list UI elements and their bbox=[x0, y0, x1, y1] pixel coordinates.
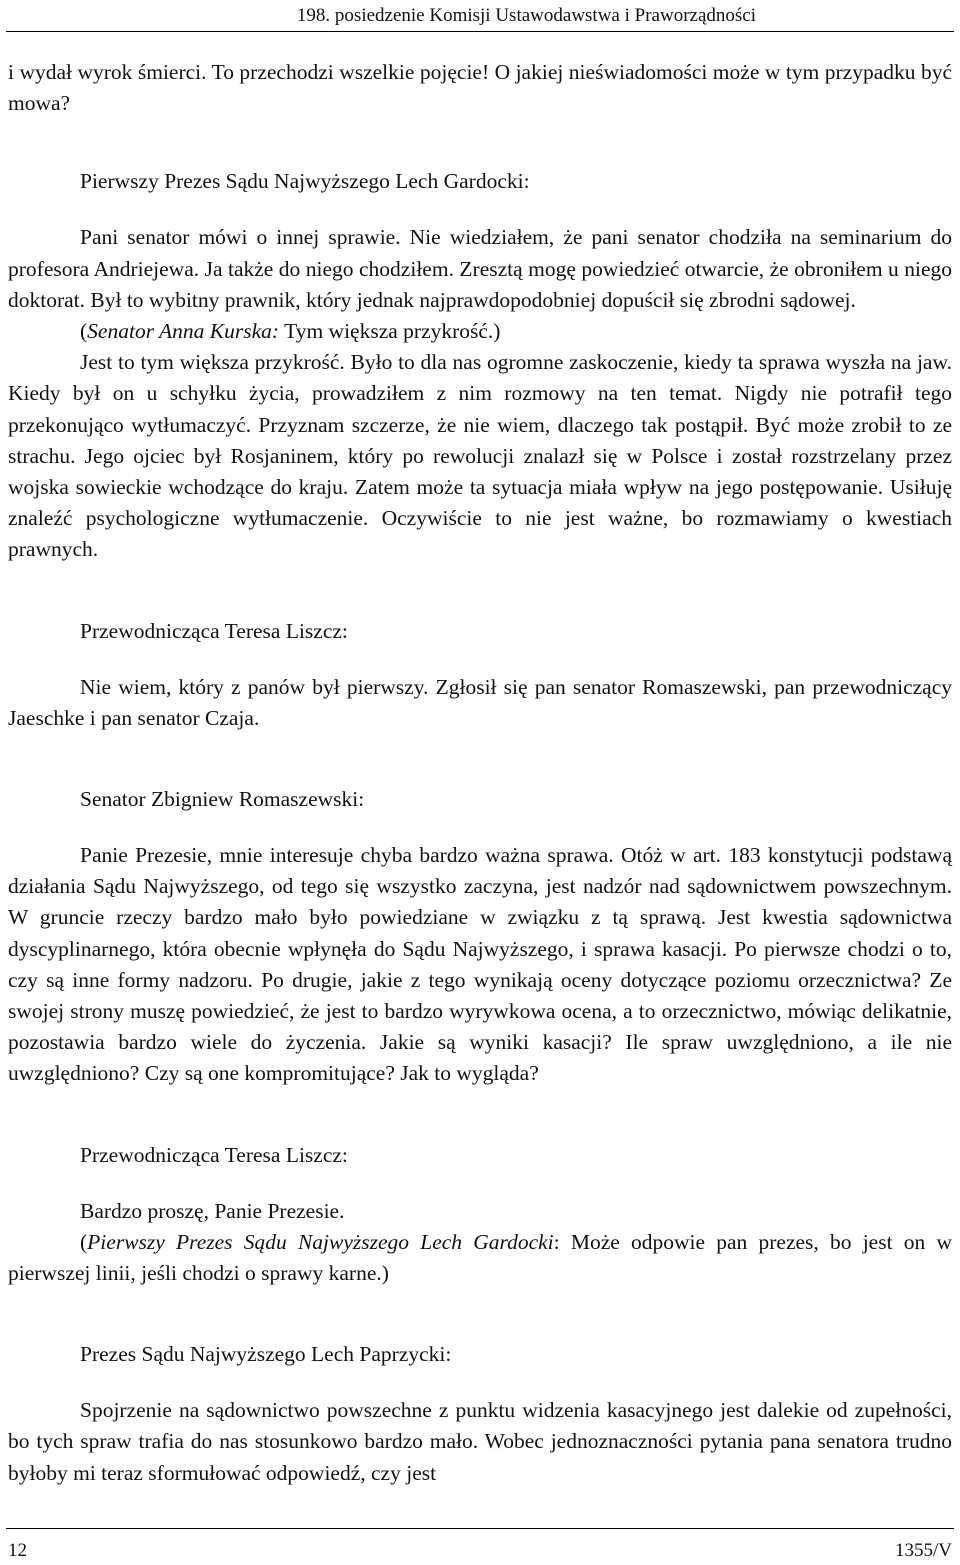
statement-paragraph: Jest to tym większa przykrość. Było to dla nas ogromne zaskoczenie, kiedy ta sprawa wyszła na jaw. Kiedy był on u schyłku życia, prowadziłem z nim rozmowy na ten temat. Nigdy nie potrafił tego przekonująco wytłumaczyć. Przyznam szczerze, że nie wiem, dlaczego tak postąpił. Być może zrobił to ze strachu. Jego ojciec był Rosjaninem, który po rewolucji znalazł się w Polsce i został rozstrzelany przez wojska sowieckie wchodzące do kraju. Zatem może ta sytuacja miała wpływ na jego postępowanie. Usiłuję znaleźć psychologiczne wytłumaczenie. Oczywiście to nie jest ważne, bo rozmawiamy o kwestiach prawnych. bbox=[8, 350, 952, 562]
interjection-paragraph bbox=[8, 1227, 952, 1289]
paragraph-continuation: i wydał wyrok śmierci. To przechodzi wszelkie pojęcie! O jakiej nieświadomości może w tym przypadku być mowa? bbox=[8, 60, 952, 116]
document-number: 1355/V bbox=[895, 1540, 952, 1561]
heading-spacer bbox=[8, 197, 952, 222]
interjection-paragraph bbox=[8, 316, 952, 347]
paragraph-spacer bbox=[8, 119, 952, 166]
speaker-heading: Przewodnicząca Teresa Liszcz: bbox=[80, 1142, 348, 1167]
statement-paragraph: Panie Prezesie, mnie interesuje chyba bardzo ważna sprawa. Otóż w art. 183 konstytucji podstawą działania Sądu Najwyższego, od tego się wszystko zaczyna, jest nadzór nad sądownictwem powszechnym. W gruncie rzeczy bardzo mało było powiedziane w związku z tą sprawą. Jest kwestia sądownictwa dyscyplinarnego, która obecnie wpłynęła do Sądu Najwyższego, i sprawa kasacji. Po pierwsze chodzi o to, czy są inne formy nadzoru. Po drugie, jakie z tego wynikają oceny dotyczące poziomu orzecznictwa? Ze swojej strony muszę powiedzieć, że jest to bardzo wyrywkowa ocena, a to orzecznictwo, mówiąc delikatnie, pozostawia bardzo wiele do życzenia. Jakie są wyniki kasacji? Ile spraw uwzględniono, a ile nie uwzględniono? Czy są one kompromitujące? Jak to wygląda? bbox=[8, 843, 952, 1086]
page-footer bbox=[0, 1528, 960, 1565]
interjection-text: : Może odpowie pan prezes, bo jest on w pierwszej linii, jeśli chodzi o sprawy karne.) bbox=[8, 1229, 952, 1286]
paragraph-spacer bbox=[8, 734, 952, 784]
interjection-speaker: Pierwszy Prezes Sądu Najwyższego Lech Gardocki bbox=[87, 1229, 554, 1254]
header-title: 198. posiedzenie Komisji Ustawodawstwa i Praworządności bbox=[296, 5, 756, 26]
speaker-heading: Przewodnicząca Teresa Liszcz: bbox=[80, 618, 348, 643]
interjection-open-paren: ( bbox=[80, 1229, 88, 1254]
statement-paragraph: Nie wiem, który z panów był pierwszy. Zgłosił się pan senator Romaszewski, pan przewodniczący Jaeschke i pan senator Czaja. bbox=[8, 674, 952, 730]
page-header bbox=[0, 0, 960, 34]
transcript-content bbox=[8, 57, 952, 1489]
statement-paragraph: Pani senator mówi o innej sprawie. Nie wiedziałem, że pani senator chodziła na seminarium do profesora Andriejewa. Ja także do niego chodziłem. Zresztą mogę powiedzieć otwarcie, że obroniłem u niego doktorat. Był to wybitny prawnik, który jednak najprawdopodobniej dopuścił się zbrodni sądowej. bbox=[8, 225, 952, 312]
heading-spacer bbox=[8, 1370, 952, 1395]
statement-paragraph: Spojrzenie na sądownictwo powszechne z punktu widzenia kasacyjnego jest dalekie od zupełności, bo tych spraw trafia do nas stosunkowo bardzo mało. Wobec jednoznaczności pytania pana senatora trudno byłoby mi teraz sformułować odpowiedź, czy jest bbox=[8, 1398, 952, 1485]
speaker-heading: Prezes Sądu Najwyższego Lech Paprzycki: bbox=[80, 1342, 452, 1367]
paragraph-spacer bbox=[8, 1289, 952, 1339]
heading-spacer bbox=[8, 815, 952, 840]
speaker-heading: Senator Zbigniew Romaszewski: bbox=[80, 787, 365, 812]
page-number: 12 bbox=[8, 1540, 27, 1561]
interjection-speaker: Senator Anna Kurska: bbox=[87, 319, 280, 344]
paragraph-spacer bbox=[8, 566, 952, 616]
header-rule bbox=[6, 31, 954, 32]
footer-rule bbox=[6, 1528, 954, 1529]
heading-spacer bbox=[8, 647, 952, 672]
speaker-heading: Pierwszy Prezes Sądu Najwyższego Lech Gardocki: bbox=[80, 169, 530, 194]
interjection-text: Tym większa przykrość.) bbox=[279, 319, 501, 344]
interjection-open-paren: ( bbox=[80, 319, 88, 344]
statement-paragraph: Bardzo proszę, Panie Prezesie. bbox=[80, 1198, 345, 1223]
paragraph-spacer bbox=[8, 1090, 952, 1140]
heading-spacer bbox=[8, 1171, 952, 1196]
